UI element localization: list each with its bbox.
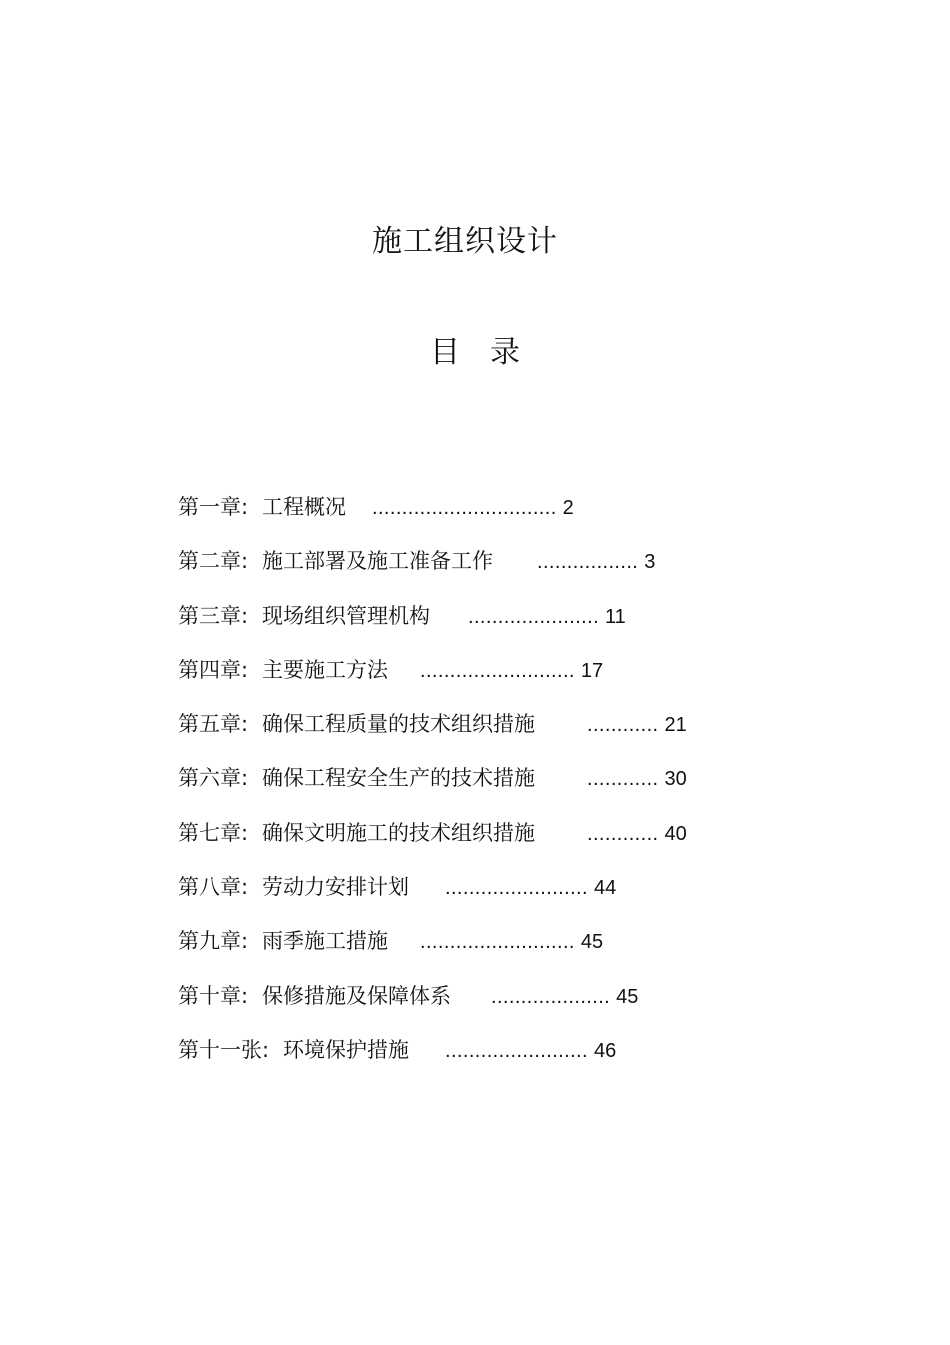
toc-chapter-title: 保修措施及保障体系 [262, 983, 451, 1008]
toc-entry[interactable]: 第八章 : 劳动力安排计划 ........................ 44 [178, 870, 687, 924]
toc-page-number: 40 [664, 822, 687, 845]
toc-entry[interactable]: 第七章 : 确保文明施工的技术组织措施 ............ 40 [178, 816, 687, 870]
toc-page-number: 46 [593, 1039, 617, 1062]
toc-dot-leader: ........................ [445, 1039, 588, 1062]
toc-chapter-number: 第八章 [178, 875, 241, 900]
toc-heading [0, 327, 950, 371]
toc-chapter-title: 确保工程安全生产的技术措施 [262, 766, 535, 791]
toc-chapter-title: 环境保护措施 [283, 1037, 409, 1062]
toc-page-number: 17 [580, 659, 604, 682]
toc-chapter-number: 第十章 [178, 983, 241, 1008]
toc-page-number: 3 [644, 551, 656, 574]
toc-heading-char-2: 录 [490, 335, 520, 370]
toc-chapter-number: 第十一张 [178, 1037, 262, 1062]
toc-chapter-title: 确保工程质量的技术组织措施 [262, 712, 535, 737]
toc-dot-leader: ............................... [372, 497, 557, 519]
toc-chapter-number: 第四章 [178, 657, 241, 682]
toc-dot-leader: .......................... [420, 659, 575, 682]
toc-entry[interactable]: 第十章 : 保修措施及保障体系 .................... 45 [178, 979, 687, 1033]
toc-page-number: 21 [664, 714, 687, 737]
toc-dot-leader: ............ [587, 822, 659, 845]
toc-dot-leader: ................. [537, 551, 639, 574]
toc-page-number: 45 [580, 931, 604, 954]
toc-dot-leader: ............ [587, 714, 659, 737]
toc-chapter-title: 主要施工方法 [262, 657, 388, 682]
toc-entry[interactable]: 第九章 : 雨季施工措施 .......................... 45 [178, 924, 687, 978]
document-title: 施工组织设计 [372, 224, 558, 259]
toc-entry[interactable]: 第一章 : 工程概况 ............................... 2 [178, 490, 687, 544]
toc-heading-char-1: 目 [430, 335, 460, 370]
toc-chapter-number: 第五章 [178, 712, 241, 737]
toc-dot-leader: .................... [491, 985, 611, 1008]
toc-entry[interactable]: 第十一张 : 环境保护措施 ........................ 46 [178, 1033, 687, 1087]
toc-dot-leader: ...................... [468, 605, 600, 628]
toc-page-number: 11 [605, 605, 626, 628]
toc-chapter-number: 第一章 [178, 495, 241, 519]
toc-page-number: 45 [616, 985, 639, 1008]
toc-page-number: 44 [593, 877, 617, 900]
toc-chapter-number: 第三章 [178, 603, 241, 628]
toc-chapter-title: 工程概况 [262, 495, 346, 519]
toc-dot-leader: ........................ [445, 877, 588, 900]
toc-entry[interactable]: 第六章 : 确保工程安全生产的技术措施 ............ 30 [178, 761, 687, 815]
toc-page-number: 2 [562, 497, 574, 519]
toc-entry[interactable]: 第三章 : 现场组织管理机构 ...................... 11 [178, 599, 687, 653]
toc-chapter-title: 施工部署及施工准备工作 [262, 549, 493, 574]
toc-chapter-title: 确保文明施工的技术组织措施 [262, 820, 535, 845]
toc-page-number: 30 [664, 768, 687, 791]
toc-dot-leader: .......................... [420, 931, 575, 954]
toc-chapter-number: 第二章 [178, 549, 241, 574]
table-of-contents [178, 490, 687, 1087]
toc-entry[interactable]: 第二章 : 施工部署及施工准备工作 ................. 3 [178, 544, 687, 598]
toc-chapter-title: 劳动力安排计划 [262, 875, 409, 900]
toc-chapter-title: 雨季施工措施 [262, 929, 388, 954]
toc-chapter-number: 第六章 [178, 766, 241, 791]
toc-entry[interactable]: 第四章 : 主要施工方法 .......................... 17 [178, 653, 687, 707]
toc-chapter-title: 现场组织管理机构 [262, 603, 430, 628]
toc-entry[interactable]: 第五章 : 确保工程质量的技术组织措施 ............ 21 [178, 707, 687, 761]
toc-dot-leader: ............ [587, 768, 659, 791]
toc-chapter-number: 第九章 [178, 929, 241, 954]
toc-chapter-number: 第七章 [178, 820, 241, 845]
